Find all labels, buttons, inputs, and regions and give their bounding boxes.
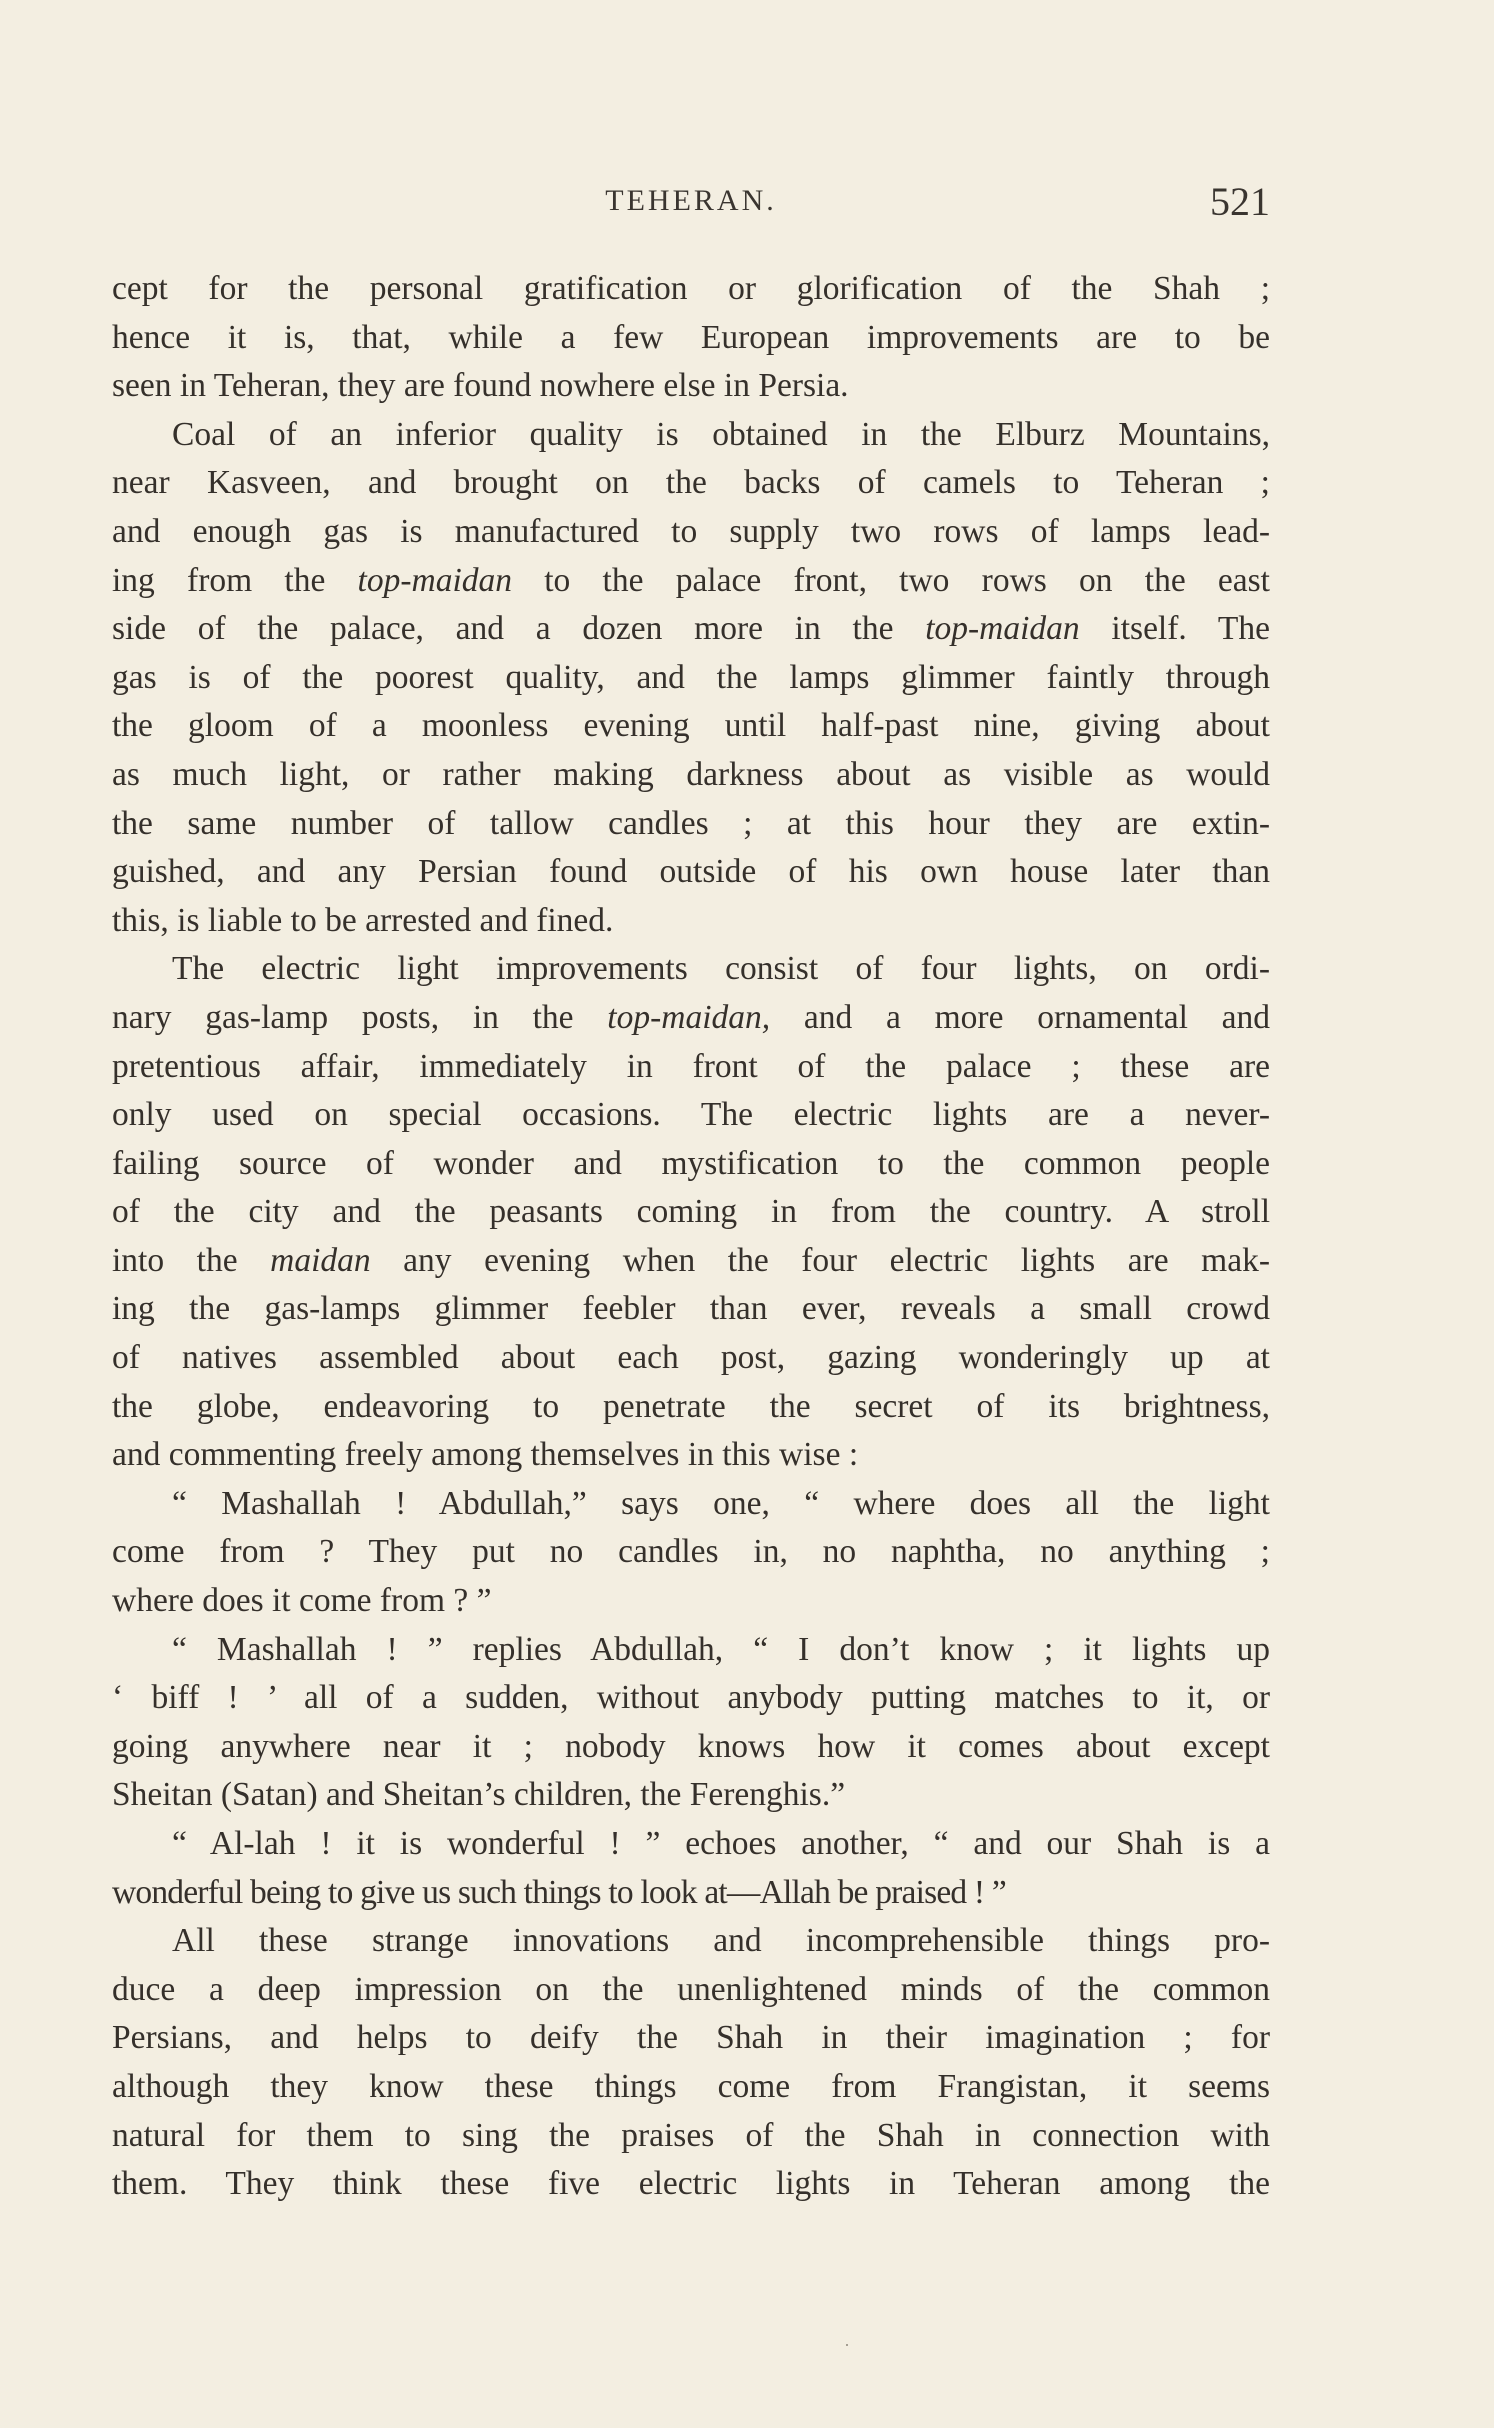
text-segment: near Kasveen, and brought on the backs of camels to Teheran ;	[112, 464, 1270, 502]
text-line	[112, 1917, 1270, 1966]
text-line	[112, 1966, 1270, 2015]
text-line	[112, 897, 1270, 946]
text-line	[112, 1043, 1270, 1092]
text-segment: where does it come from ? ”	[112, 1582, 492, 1620]
text-segment: failing source of wonder and mystification to the common people	[112, 1144, 1270, 1182]
text-line	[112, 1480, 1270, 1529]
text-segment: of natives assembled about each post, gazing wonderingly up at	[112, 1339, 1270, 1377]
text-segment: and commenting freely among themselves in this wise :	[112, 1436, 859, 1474]
text-line	[112, 1674, 1270, 1723]
text-line	[112, 1188, 1270, 1237]
text-segment: ing the gas-lamps glimmer feebler than ever, reveals a small crowd	[112, 1290, 1270, 1328]
text-segment: itself. The	[1079, 610, 1270, 648]
text-line	[112, 1771, 1270, 1820]
text-segment: this, is liable to be arrested and fined.	[112, 901, 614, 939]
text-line	[112, 800, 1270, 849]
text-line	[112, 411, 1270, 460]
text-segment: into the	[112, 1241, 271, 1279]
text-line	[112, 1383, 1270, 1432]
text-line	[112, 1626, 1270, 1675]
text-line	[112, 2014, 1270, 2063]
text-line	[112, 994, 1270, 1043]
text-segment: The electric light improvements consist of four lights, on ordi-	[172, 950, 1270, 988]
text-line	[112, 1869, 1270, 1918]
page-number: 521	[1210, 179, 1270, 224]
running-head	[112, 178, 1270, 238]
text-segment: Sheitan (Satan) and Sheitan’s children, the Ferenghis.”	[112, 1776, 846, 1814]
text-segment: “ Mashallah ! ” replies Abdullah, “ I don’t know ; it lights up	[172, 1630, 1270, 1668]
paper-speck	[846, 2344, 848, 2346]
text-segment: although they know these things come from Frangistan, it seems	[112, 2067, 1270, 2105]
text-segment: the globe, endeavoring to penetrate the secret of its brightness,	[112, 1387, 1270, 1425]
text-segment: nary gas-lamp posts, in the	[112, 998, 608, 1036]
text-segment: ‘ biff ! ’ all of a sudden, without anybody putting matches to it, or	[112, 1679, 1270, 1717]
text-segment: duce a deep impression on the unenlightened minds of the common	[112, 1970, 1270, 2008]
text-line	[112, 945, 1270, 994]
text-line	[112, 2063, 1270, 2112]
text-segment: side of the palace, and a dozen more in the	[112, 610, 926, 648]
text-line	[112, 314, 1270, 363]
text-segment: ing from the	[112, 561, 358, 599]
text-segment: wonderful being to give us such things to look at—Allah be praised ! ”	[112, 1873, 1006, 1911]
italic-term: maidan	[270, 1241, 371, 1279]
text-segment: All these strange innovations and incomprehensible things pro-	[172, 1922, 1270, 1960]
text-line	[112, 1091, 1270, 1140]
text-line	[112, 1334, 1270, 1383]
text-segment: seen in Teheran, they are found nowhere else in Persia.	[112, 367, 849, 405]
text-line	[112, 848, 1270, 897]
text-segment: the same number of tallow candles ; at this hour they are extin-	[112, 804, 1270, 842]
text-segment: “ Al-lah ! it is wonderful ! ” echoes another, “ and our Shah is a	[172, 1825, 1270, 1862]
text-segment: of the city and the peasants coming in from the country. A stroll	[112, 1193, 1270, 1231]
text-segment: natural for them to sing the praises of the Shah in connection with	[112, 2116, 1270, 2154]
text-segment: as much light, or rather making darkness about as visible as would	[112, 755, 1270, 793]
text-segment: the gloom of a moonless evening until half-past nine, giving about	[112, 707, 1270, 745]
text-line	[112, 1431, 1270, 1480]
text-line	[112, 1285, 1270, 1334]
italic-term: top-maidan	[925, 610, 1080, 648]
text-line	[112, 265, 1270, 314]
text-line	[112, 1140, 1270, 1189]
text-line	[112, 508, 1270, 557]
text-line	[112, 459, 1270, 508]
text-line	[112, 751, 1270, 800]
text-line	[112, 1723, 1270, 1772]
text-segment: only used on special occasions. The electric lights are a never-	[112, 1096, 1270, 1134]
text-line	[112, 557, 1270, 606]
text-segment: gas is of the poorest quality, and the lamps glimmer faintly through	[112, 658, 1270, 696]
text-segment: Persians, and helps to deify the Shah in their imagination ; for	[112, 2019, 1270, 2057]
text-line	[112, 1820, 1270, 1869]
text-line	[112, 1577, 1270, 1626]
text-line	[112, 2112, 1270, 2161]
italic-term: top-maidan	[357, 561, 513, 599]
text-segment: and a more ornamental and	[770, 998, 1270, 1036]
text-segment: guished, and any Persian found outside of his own house later than	[112, 853, 1270, 891]
text-segment: Coal of an inferior quality is obtained in the Elburz Mountains,	[172, 415, 1270, 453]
running-title: TEHERAN.	[605, 184, 777, 217]
text-segment: cept for the personal gratification or glorification of the Shah ;	[112, 270, 1270, 307]
text-segment: hence it is, that, while a few European improvements are to be	[112, 318, 1270, 356]
text-line	[112, 654, 1270, 703]
text-segment: them. They think these five electric lights in Teheran among the	[112, 2165, 1270, 2203]
text-segment: and enough gas is manufactured to supply two rows of lamps lead-	[112, 512, 1270, 550]
text-line	[112, 362, 1270, 411]
text-segment: any evening when the four electric lights are mak-	[370, 1241, 1270, 1279]
text-line	[112, 605, 1270, 654]
text-line	[112, 1237, 1270, 1286]
italic-term: top-maidan,	[607, 998, 771, 1036]
text-segment: going anywhere near it ; nobody knows how it comes about except	[112, 1727, 1270, 1765]
text-line	[112, 1528, 1270, 1577]
body-text	[112, 265, 1270, 2209]
text-line	[112, 2160, 1270, 2209]
text-segment: “ Mashallah ! Abdullah,” says one, “ where does all the light	[172, 1484, 1270, 1522]
text-segment: pretentious affair, immediately in front of the palace ; these are	[112, 1047, 1270, 1085]
text-segment: come from ? They put no candles in, no naphtha, no anything ;	[112, 1533, 1270, 1571]
text-line	[112, 702, 1270, 751]
text-segment: to the palace front, two rows on the east	[512, 561, 1270, 599]
